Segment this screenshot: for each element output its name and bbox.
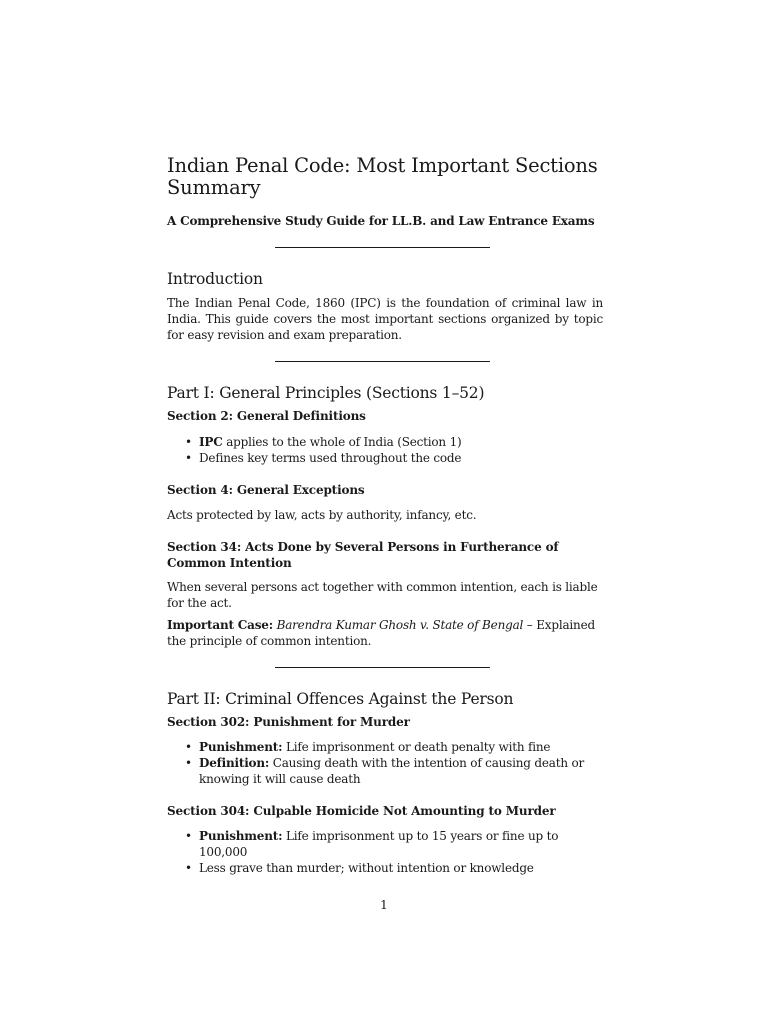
- bullet-icon: •: [185, 740, 192, 754]
- section-302-heading: Section 302: Punishment for Murder: [167, 715, 410, 729]
- list-item-bold: IPC: [199, 435, 223, 449]
- list-item-bold: Punishment:: [199, 829, 283, 843]
- bullet-icon: •: [185, 756, 192, 770]
- page-number: 1: [380, 898, 388, 912]
- document-subtitle: A Comprehensive Study Guide for LL.B. and Law Entrance Exams: [167, 214, 595, 228]
- bullet-icon: •: [185, 451, 192, 465]
- important-case-paragraph: [167, 617, 603, 649]
- section-34-heading: Section 34: Acts Done by Several Persons in Furtherance of Common Intention: [167, 540, 559, 570]
- introduction-heading: Introduction: [167, 270, 263, 288]
- list-item: [167, 434, 603, 450]
- list-item-bold: Punishment:: [199, 740, 283, 754]
- section-34-text: When several persons act together with common intention, each is liable for the act.: [167, 580, 598, 610]
- list-item-text: Causing death with the intention of causing death or knowing it will cause death: [199, 756, 585, 786]
- section-divider: [275, 361, 490, 362]
- section-304-list: [167, 828, 603, 876]
- important-case-label: Important Case:: [167, 618, 273, 632]
- bullet-icon: •: [185, 861, 192, 875]
- bullet-icon: •: [185, 435, 192, 449]
- section-304-heading: Section 304: Culpable Homicide Not Amounting to Murder: [167, 804, 556, 818]
- list-item: [167, 828, 603, 860]
- list-item-text: Life imprisonment or death penalty with fine: [282, 740, 551, 754]
- list-item-bold: Definition:: [199, 756, 270, 770]
- bullet-icon: •: [185, 829, 192, 843]
- section-2-list: [167, 434, 603, 466]
- list-item-text: Life imprisonment up to 15 years or fine up to 100,000: [199, 829, 559, 859]
- section-302-list: [167, 739, 603, 787]
- list-item: [167, 450, 603, 466]
- list-item-text: Defines key terms used throughout the code: [199, 451, 462, 465]
- case-name: Barendra Kumar Ghosh v. State of Bengal: [276, 618, 524, 632]
- part2-heading: Part II: Criminal Offences Against the Person: [167, 690, 514, 708]
- section-4-text: Acts protected by law, acts by authority, infancy, etc.: [167, 508, 477, 522]
- introduction-paragraph: The Indian Penal Code, 1860 (IPC) is the foundation of criminal law in India. This guide covers the most important sections organized by topic for easy revision and exam preparation.: [167, 296, 603, 342]
- section-2-heading: Section 2: General Definitions: [167, 409, 366, 423]
- part1-heading: Part I: General Principles (Sections 1–52): [167, 384, 485, 402]
- section-divider: [275, 247, 490, 248]
- section-4-heading: Section 4: General Exceptions: [167, 483, 365, 497]
- list-item: [167, 755, 603, 787]
- list-item-text: applies to the whole of India (Section 1): [222, 435, 462, 449]
- case-description: – Explained the principle of common intention.: [167, 618, 595, 648]
- document-title: Indian Penal Code: Most Important Sections Summary: [167, 154, 598, 199]
- section-divider: [275, 667, 490, 668]
- list-item: [167, 860, 603, 876]
- list-item-text: Less grave than murder; without intention or knowledge: [199, 861, 534, 875]
- list-item: [167, 739, 603, 755]
